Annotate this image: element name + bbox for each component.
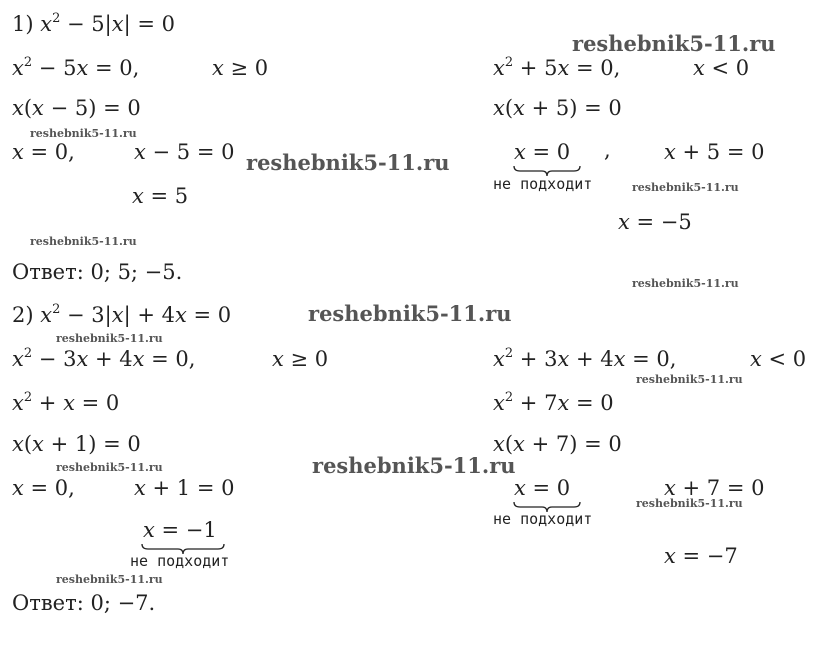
task1-right-comma: , bbox=[604, 138, 611, 162]
task1-right-factored: x(x + 5) = 0 bbox=[493, 96, 622, 120]
watermark: reshebnik5-11.ru bbox=[636, 373, 743, 386]
task1-right-root1: x = 0 bbox=[514, 140, 571, 164]
task2-right-root2: x = −7 bbox=[664, 544, 738, 568]
watermark: reshebnik5-11.ru bbox=[30, 127, 137, 140]
task2-left-rejected-note: не подходит bbox=[130, 552, 230, 570]
task1-title: 1) $x^2 - 5|x| = 0$ bbox=[12, 11, 175, 36]
watermark: reshebnik5-11.ru bbox=[246, 150, 450, 175]
task2-right-factor-eq: x + 7 = 0 bbox=[664, 476, 765, 500]
watermark: reshebnik5-11.ru bbox=[636, 497, 743, 510]
task2-answer: Ответ: 0; −7. bbox=[12, 591, 156, 615]
task1-left-equation: $x^2 - 5x = 0$, bbox=[12, 55, 140, 80]
task1-right-equation: $x^2 + 5x = 0$, bbox=[493, 55, 621, 80]
watermark: reshebnik5-11.ru bbox=[30, 235, 137, 248]
watermark: reshebnik5-11.ru bbox=[632, 181, 739, 194]
task1-right-rejected-note: не подходит bbox=[493, 175, 593, 193]
watermark: reshebnik5-11.ru bbox=[312, 453, 516, 478]
task2-left-root2: x = −1 bbox=[143, 518, 217, 542]
task1-answer: Ответ: 0; 5; −5. bbox=[12, 260, 183, 284]
task2-left-condition: x ≥ 0 bbox=[272, 347, 329, 371]
task2-right-root1: x = 0 bbox=[514, 476, 571, 500]
task1-left-root1: x = 0, bbox=[12, 140, 75, 164]
task1-right-root2: x = −5 bbox=[618, 210, 692, 234]
task2-left-equation: $x^2 - 3x + 4x = 0$, bbox=[12, 346, 196, 371]
task2-left-simplified: $x^2 + x = 0$ bbox=[12, 390, 120, 415]
task2-right-rejected-note: не подходит bbox=[493, 510, 593, 528]
task1-right-factor-eq: x + 5 = 0 bbox=[664, 140, 765, 164]
watermark: reshebnik5-11.ru bbox=[632, 277, 739, 290]
task2-title: 2) $x^2 - 3|x| + 4x = 0$ bbox=[12, 302, 232, 327]
task2-right-equation: $x^2 + 3x + 4x = 0$, bbox=[493, 346, 677, 371]
watermark: reshebnik5-11.ru bbox=[308, 301, 512, 326]
task1-left-factor-eq: x − 5 = 0 bbox=[134, 140, 235, 164]
watermark: reshebnik5-11.ru bbox=[572, 31, 776, 56]
task2-right-simplified: $x^2 + 7x = 0$ bbox=[493, 390, 614, 415]
task2-left-root1: x = 0, bbox=[12, 476, 75, 500]
task1-left-root2: x = 5 bbox=[132, 184, 189, 208]
task1-right-condition: x < 0 bbox=[693, 56, 750, 80]
task1-left-factored: x(x − 5) = 0 bbox=[12, 96, 141, 120]
task2-right-factored: x(x + 7) = 0 bbox=[493, 432, 622, 456]
watermark: reshebnik5-11.ru bbox=[56, 573, 163, 586]
task2-left-factored: x(x + 1) = 0 bbox=[12, 432, 141, 456]
task2-left-factor-eq: x + 1 = 0 bbox=[134, 476, 235, 500]
task1-left-condition: x ≥ 0 bbox=[212, 56, 269, 80]
watermark: reshebnik5-11.ru bbox=[56, 461, 163, 474]
task2-right-condition: x < 0 bbox=[750, 347, 807, 371]
watermark: reshebnik5-11.ru bbox=[56, 332, 163, 345]
